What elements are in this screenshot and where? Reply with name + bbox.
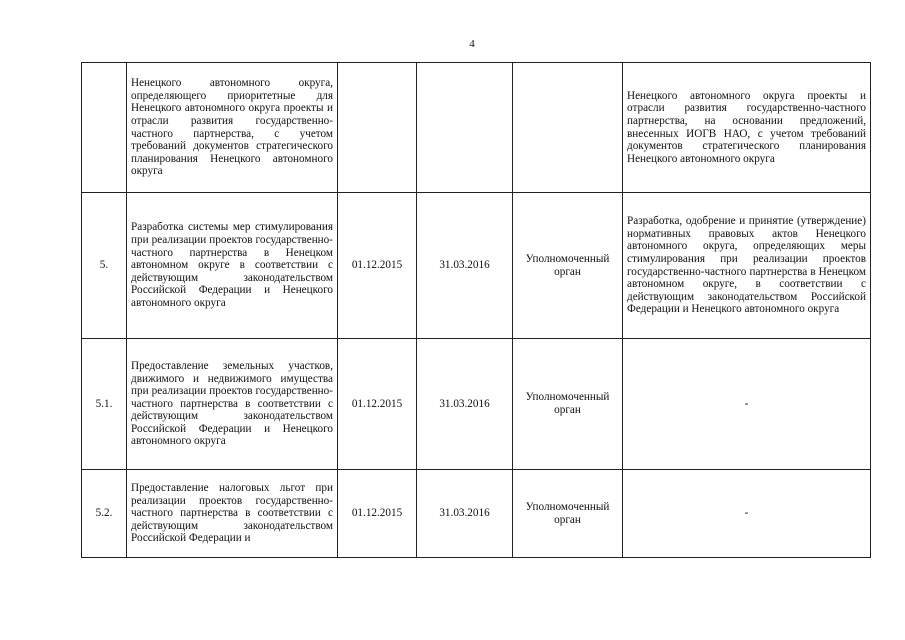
- plan-table: [81, 62, 871, 558]
- row-number: [82, 63, 127, 193]
- row-start-date: 01.12.2015: [338, 193, 417, 339]
- table-row: [82, 470, 871, 558]
- row-end-date: 31.03.2016: [417, 470, 513, 558]
- row-result: -: [623, 339, 871, 470]
- row-result: Ненецкого автономного округа проекты и отрасли развития государственно-частного партнерства, на основании предложений, внесенных ИОГВ НАО, с учетом требований документов стратегического планирования Ненецкого автономного округа: [623, 63, 871, 193]
- row-start-date: 01.12.2015: [338, 470, 417, 558]
- row-responsible: Уполномоченный орган: [513, 470, 623, 558]
- row-number: 5.2.: [82, 470, 127, 558]
- row-result: -: [623, 470, 871, 558]
- row-responsible: [513, 63, 623, 193]
- row-end-date: [417, 63, 513, 193]
- row-description: Предоставление земельных участков, движимого и недвижимого имущества при реализации проектов государственно-частного партнерства в соответствии с действующим законодательством Российской Федерации и Ненецкого автономного округа: [127, 339, 338, 470]
- row-end-date: 31.03.2016: [417, 339, 513, 470]
- table-row: [82, 63, 871, 193]
- row-number: 5.: [82, 193, 127, 339]
- page-number: 4: [469, 38, 475, 50]
- row-start-date: [338, 63, 417, 193]
- row-end-date: 31.03.2016: [417, 193, 513, 339]
- row-description: Предоставление налоговых льгот при реализации проектов государственно-частного партнерства в соответствии с действующим законодательством Российской Федерации и: [127, 470, 338, 558]
- table-row: [82, 193, 871, 339]
- row-responsible: Уполномоченный орган: [513, 193, 623, 339]
- row-description: Ненецкого автономного округа, определяющего приоритетные для Ненецкого автономного округа проекты и отрасли развития государственно-частного партнерства, с учетом требований документов стратегического планирования Ненецкого автономного округа: [127, 63, 338, 193]
- table-row: [82, 339, 871, 470]
- row-start-date: 01.12.2015: [338, 339, 417, 470]
- row-responsible: Уполномоченный орган: [513, 339, 623, 470]
- row-result: Разработка, одобрение и принятие (утверждение) нормативных правовых актов Ненецкого автономного округа, определяющих меры стимулирования при реализации проектов государственно-частного партнерства в Ненецком автономном округе, в соответствии с действующим законодательством Российской Федерации и Ненецкого автономного округа: [623, 193, 871, 339]
- row-number: 5.1.: [82, 339, 127, 470]
- row-description: Разработка системы мер стимулирования при реализации проектов государственно-частного партнерства в Ненецком автономном округе в соответствии с действующим законодательством Российской Федерации и Ненецкого автономного округа: [127, 193, 338, 339]
